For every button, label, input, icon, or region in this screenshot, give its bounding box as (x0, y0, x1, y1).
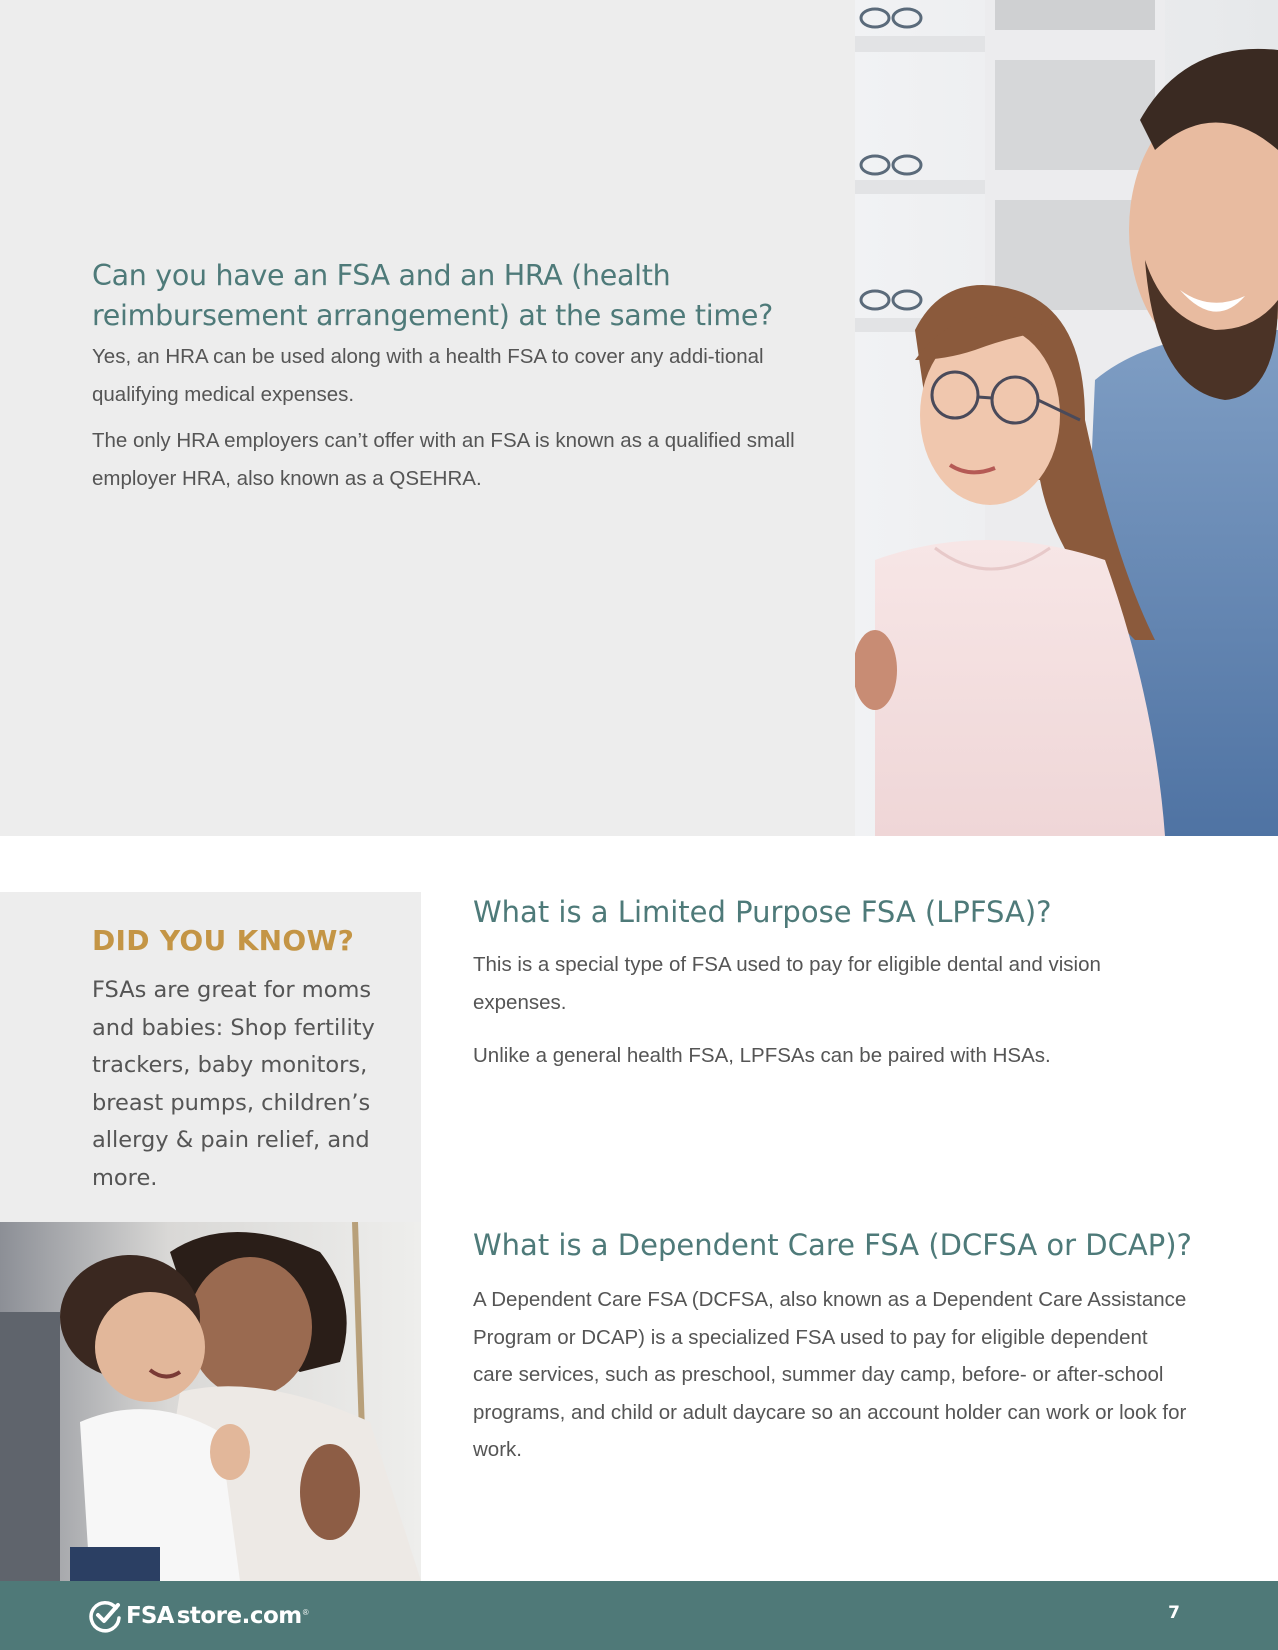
lpfsa-question-section (473, 892, 1193, 1075)
checkmark-circle-icon (88, 1599, 122, 1633)
page-footer (0, 1581, 1278, 1650)
dcfsa-question-section (473, 1225, 1193, 1469)
logo-brand-bold: FSA (126, 1603, 174, 1629)
lpfsa-answer-paragraph-2: Unlike a general health FSA, LPFSAs can be paired with HSAs. (473, 1044, 1051, 1067)
fsastore-logo[interactable] (88, 1599, 309, 1633)
page-number: 7 (1168, 1603, 1180, 1623)
hra-question-heading: Can you have an FSA and an HRA (health reimbursement arrangement) at the same time? (92, 259, 773, 332)
dcfsa-answer-paragraph: A Dependent Care FSA (DCFSA, also known as a Dependent Care Assistance Program or DCAP) is a specialized FSA used to pay for eligible dependent care services, such as preschool, summer day camp, before- or after-school programs, and child or adult daycare so an account holder can work or look for work. (473, 1288, 1187, 1461)
lpfsa-question-heading: What is a Limited Purpose FSA (LPFSA)? (473, 895, 1052, 929)
hra-question-section (92, 256, 822, 497)
father-daughter-photo (855, 0, 1278, 836)
dcfsa-question-heading: What is a Dependent Care FSA (DCFSA or DCAP)? (473, 1228, 1192, 1262)
lpfsa-answer-paragraph-1: This is a special type of FSA used to pay for eligible dental and vision expenses. (473, 953, 1101, 1014)
mother-baby-photo (0, 1222, 421, 1581)
logo-registered-mark: ® (302, 1607, 309, 1617)
logo-brand-domain: store.com (176, 1603, 302, 1629)
hra-answer-paragraph-1: Yes, an HRA can be used along with a health FSA to cover any addi-tional qualifying medical expenses. (92, 345, 764, 406)
did-you-know-title: DID YOU KNOW? (92, 924, 355, 957)
did-you-know-text: FSAs are great for moms and babies: Shop fertility trackers, baby monitors, breast pumps, children’s allergy & pain relief, and more. (92, 977, 375, 1191)
hra-answer-paragraph-2: The only HRA employers can’t offer with an FSA is known as a qualified small employer HRA, also known as a QSEHRA. (92, 429, 795, 490)
